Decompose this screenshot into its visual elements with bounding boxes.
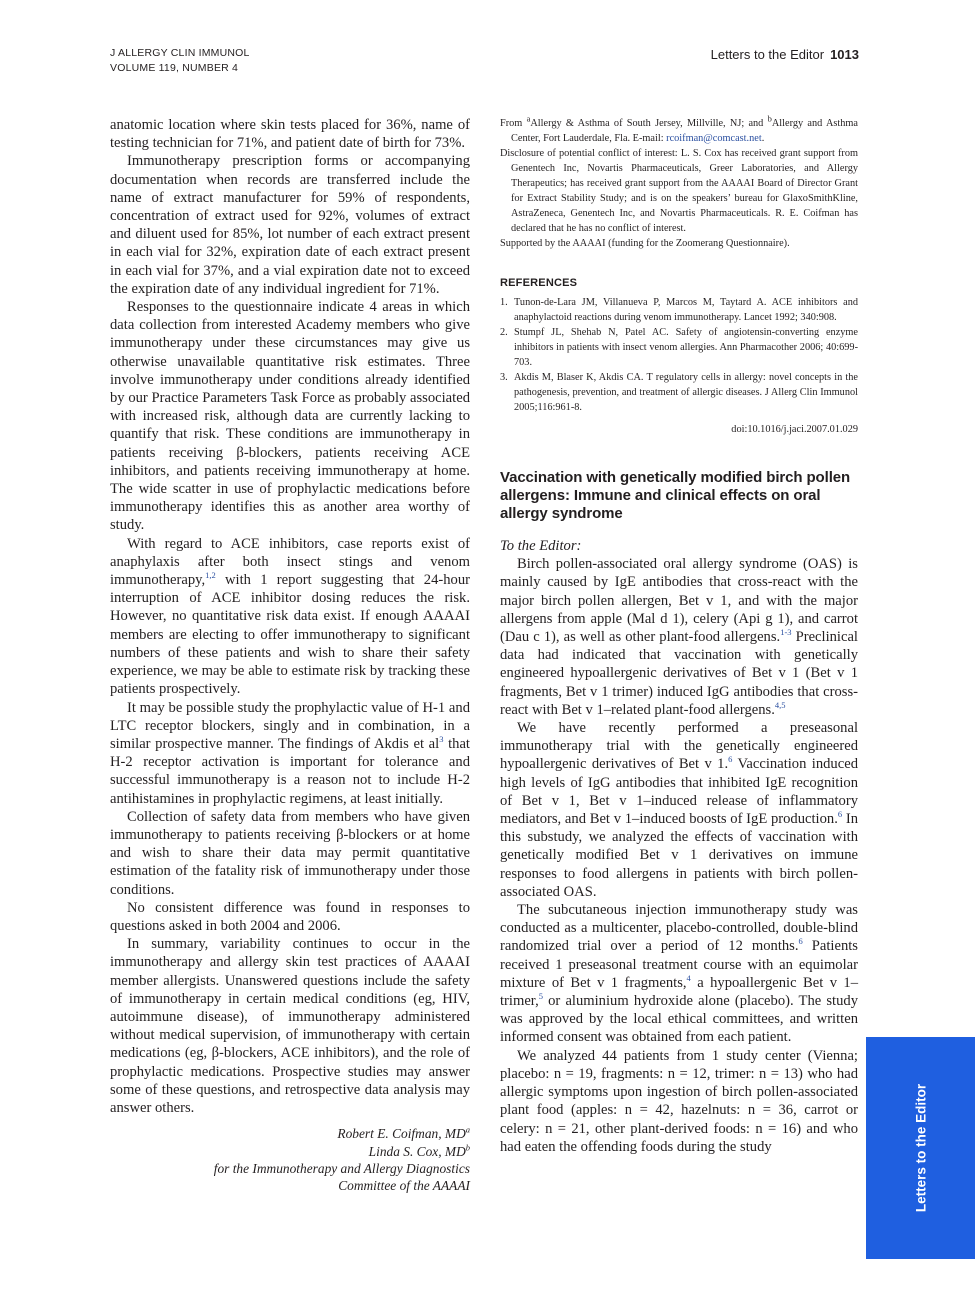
affiliation-mark: b [767,113,772,124]
paragraph: In summary, variability continues to occur in the immunotherapy and allergy skin test practices of AAAAI member allergists. Unanswered questions include the safety of immunotherapy in certain medical conditions (eg, HIV, autoimmune disease), of immunotherapy administered without medical supervision, of immunotherapy with certain medications (eg, β-blockers, ACE inhibitors), and the role of prophylactic medications. Prospective studies may answer some of these questions, and retrospective data analysis may answer others. [110,936,470,1116]
paragraph [110,699,470,808]
affiliation-note [500,113,859,146]
journal-name: J ALLERGY CLIN IMMUNOL [110,47,250,59]
reference-item [500,325,858,370]
text-run: Preclinical data had indicated that vaccination with genetically engineered hypoallergenic derivatives of Bet v 1 (Bet v 1 fragments, Bet v 1 trimer) induced IgG antibodies that cross-react with Bet v 1–related plant-food allergens. [500,629,858,718]
side-tab-label: Letters to the Editor [913,1083,928,1213]
paragraph: Collection of safety data from members who have given immunotherapy to patients receiving β-blockers or at home and wish to share their data may permit quantitative estimation of the fatality risk of immunotherapy under those conditions. [110,808,470,898]
paragraph: No consistent difference was found in responses to questions asked in both 2004 and 2006. [110,899,470,934]
text-run: . [761,133,765,144]
text-run: It may be possible study the prophylactic value of H-1 and LTC receptor blockers, singly and in combination, in a similar prospective manner. The findings of Akdis et al [110,699,470,752]
email-link[interactable]: rcoifman@comcast.net [666,133,762,144]
text-run: with 1 report suggesting that 24-hour interruption of ACE inhibitor dosing reduces the risk. However, no quantitative risk data exist. If enough AAAAI members are electing to offer immunotherapy to significant numbers of these patients and wish to share their safety experience, we may be able to estimate risk by tracking these patients prospectively. [110,572,470,698]
salutation: To the Editor: [500,538,582,554]
reference-list [500,295,858,415]
committee-line: Committee of the AAAAI [338,1178,470,1194]
reference-number: 3. [500,372,508,383]
text-run: Birch pollen-associated oral allergy syndrome (OAS) is mainly caused by IgE antibodies that cross-react with the major birch pollen allergen, Bet v 1, and with the major allergens from apple (Mal d 1), celery (Api g 1), and carrot (Dau c 1), as well as other plant-food allergens. [500,556,858,646]
left-column [110,116,470,1195]
reference-number: 2. [500,327,508,338]
disclosure-note: Disclosure of potential conflict of interest: L. S. Cox has received grant support from Genentech Inc, Novartis Pharmaceuticals, Greer Laboratories, and Allergy Therapeutics; has received grant support from the AAAAI Board of Director Grant for Extract Stability Study; and is on the speakers’ bureau for GlaxoSmithKline, AstraZeneca, Genentech Inc, and Novartis Pharmaceuticals. R. E. Coifman has declared that he has no conflict of interest. [500,148,858,234]
paragraph: We analyzed 44 patients from 1 study center (Vienna; placebo: n = 19, fragments: n = 12, trimer: n = 13) who had allergic symptoms upon ingestion of birch pollen-associated plant food (apples: n = 42, hazelnuts: n = 36, carrot or celery: n = 21, other plant-derived foods: n = 16) and who had eaten the offending foods during the study [500,1047,858,1155]
section-side-tab [866,1037,975,1259]
citation-link[interactable]: 6 [837,809,843,820]
affiliation-mark: a [465,1124,470,1135]
text-run: that H-2 receptor activation is important for tolerance and successful immunotherapy is a reason not to include H-2 antihistamines in prophylactic regimens, at least initially. [110,735,470,807]
paragraph: Immunotherapy prescription forms or accompanying documentation when records are transferred include the name of extract manufacturer for 59% of respondents, concentration of extract used for 92%, volumes of extract and diluent used for 85%, lot number of each extract present in each vial for 32%, expiration date of each extract present in each vial for 37%, and a vial expiration date not to exceed the expiration date of any individual ingredient for 71%. [110,153,470,297]
running-head-right [711,46,859,63]
text-run: Allergy & Asthma of South Jersey, Millville, NJ; and [530,118,768,129]
citation-link[interactable]: 3 [439,734,444,745]
citation-link[interactable]: 4 [686,973,691,984]
citation-link[interactable]: 6 [798,936,803,947]
volume-number: VOLUME 119, NUMBER 4 [110,62,239,74]
paragraph: anatomic location where skin tests placed for 36%, name of testing technician for 71%, and patient date of birth for 73%. [110,117,470,152]
paragraph: Responses to the questionnaire indicate 4 areas in which data collection from interested Academy members who give immunotherapy under these circumstances may give us otherwise unavailable quantitative risk estimates. Three involve immunotherapy under conditions already identified by our Practice Parameters Task Force as probably associated with increased risk, although data are currently lacking to quantify that risk. These conditions are immunotherapy in patients receiving β-blockers, patients receiving ACE inhibitors, and patients receiving immunotherapy at home. The wide scatter in use of prophylactic medications before immunotherapy identifies this as another area worthy of study. [110,299,470,534]
doi: doi:10.1016/j.jaci.2007.01.029 [731,424,858,435]
author-name: Linda S. Cox, MD [368,1143,466,1159]
author-name: Robert E. Coifman, MD [337,1126,466,1142]
running-head-left [110,46,250,76]
citation-link[interactable]: 1-3 [780,627,792,638]
text-run: Vaccination induced high levels of IgG antibodies that inhibited IgE recognition of Bet v 1, Bet v 1–induced release of inflammatory mediators, and Bet v 1–induced boosts of IgE production. [500,756,858,828]
support-note: Supported by the AAAAI (funding for the Zoomerang Questionnaire). [500,238,790,249]
references-heading: REFERENCES [500,277,578,289]
text-run: Allergy and Asthma Center, Fort Lauderdale, Fla. E-mail: [511,118,859,144]
affiliation-mark: a [526,113,531,124]
committee-line: for the Immunotherapy and Allergy Diagnostics [213,1160,470,1176]
reference-item [500,295,858,325]
section-name: Letters to the Editor [710,47,825,62]
citation-link[interactable]: 5 [538,991,543,1002]
text-run: In this substudy, we analyzed the effects of vaccination with genetically modified Bet v 1 derivatives on immune responses to food allergens in patients with birch pollen-associated OAS. [500,811,858,900]
right-column [500,113,859,1156]
paragraph [110,535,470,699]
affiliations [500,113,859,251]
article-title: Vaccination with genetically modified birch pollen allergens: Immune and clinical effects on oral allergy syndrome [500,469,851,522]
paragraph [500,719,858,901]
affiliation-mark: b [465,1142,470,1153]
text-run: We have recently performed a preseasonal immunotherapy trial with the genetically engineered hypoallergenic derivatives of Bet v 1. [500,720,858,773]
author-line [110,1125,470,1142]
paragraph [500,901,858,1047]
text-run: Patients received 1 preseasonal treatment course with an equimolar mixture of Bet v 1 fragments, [500,938,858,991]
reference-number: 1. [500,297,508,308]
reference-text: Stumpf JL, Shehab N, Patel AC. Safety of angiotensin-converting enzyme inhibitors in patients with insect venom allergies. Ann Pharmacother 2006; 40:699-703. [514,327,858,368]
text-run: From [500,118,527,129]
reference-item [500,370,858,415]
signature-block [110,1125,470,1195]
text-run: a hypoallergenic Bet v 1–trimer, [500,974,859,1010]
text-run: With regard to ACE inhibitors, case reports exist of anaphylaxis after both insect stings and venom immunotherapy, [110,535,470,589]
text-run: or aluminium hydroxide alone (placebo). The study was approved by the local ethical committees, and written informed consent was obtained from each patient. [500,993,858,1046]
letter-body [500,555,858,1156]
page-number: 1013 [830,47,859,62]
citation-link[interactable]: 4,5 [774,699,786,710]
citation-link[interactable]: 6 [728,754,733,765]
text-run: The subcutaneous injection immunotherapy study was conducted as a multicenter, placebo-controlled, double-blind randomized trial over a period of 12 months. [500,902,858,955]
paragraph [500,555,858,719]
citation-link[interactable]: 1,2 [205,570,216,581]
author-line [110,1143,470,1160]
reference-text: Tunon-de-Lara JM, Villanueva P, Marcos M, Taytard A. ACE inhibitors and anaphylactoid reactions during venom immunotherapy. Lancet 1992; 340:908. [514,297,858,323]
reference-text: Akdis M, Blaser K, Akdis CA. T regulatory cells in allergy: novel concepts in the pathogenesis, prevention, and treatment of allergic diseases. J Allerg Clin Immunol 2005;116:961-8. [514,372,858,413]
